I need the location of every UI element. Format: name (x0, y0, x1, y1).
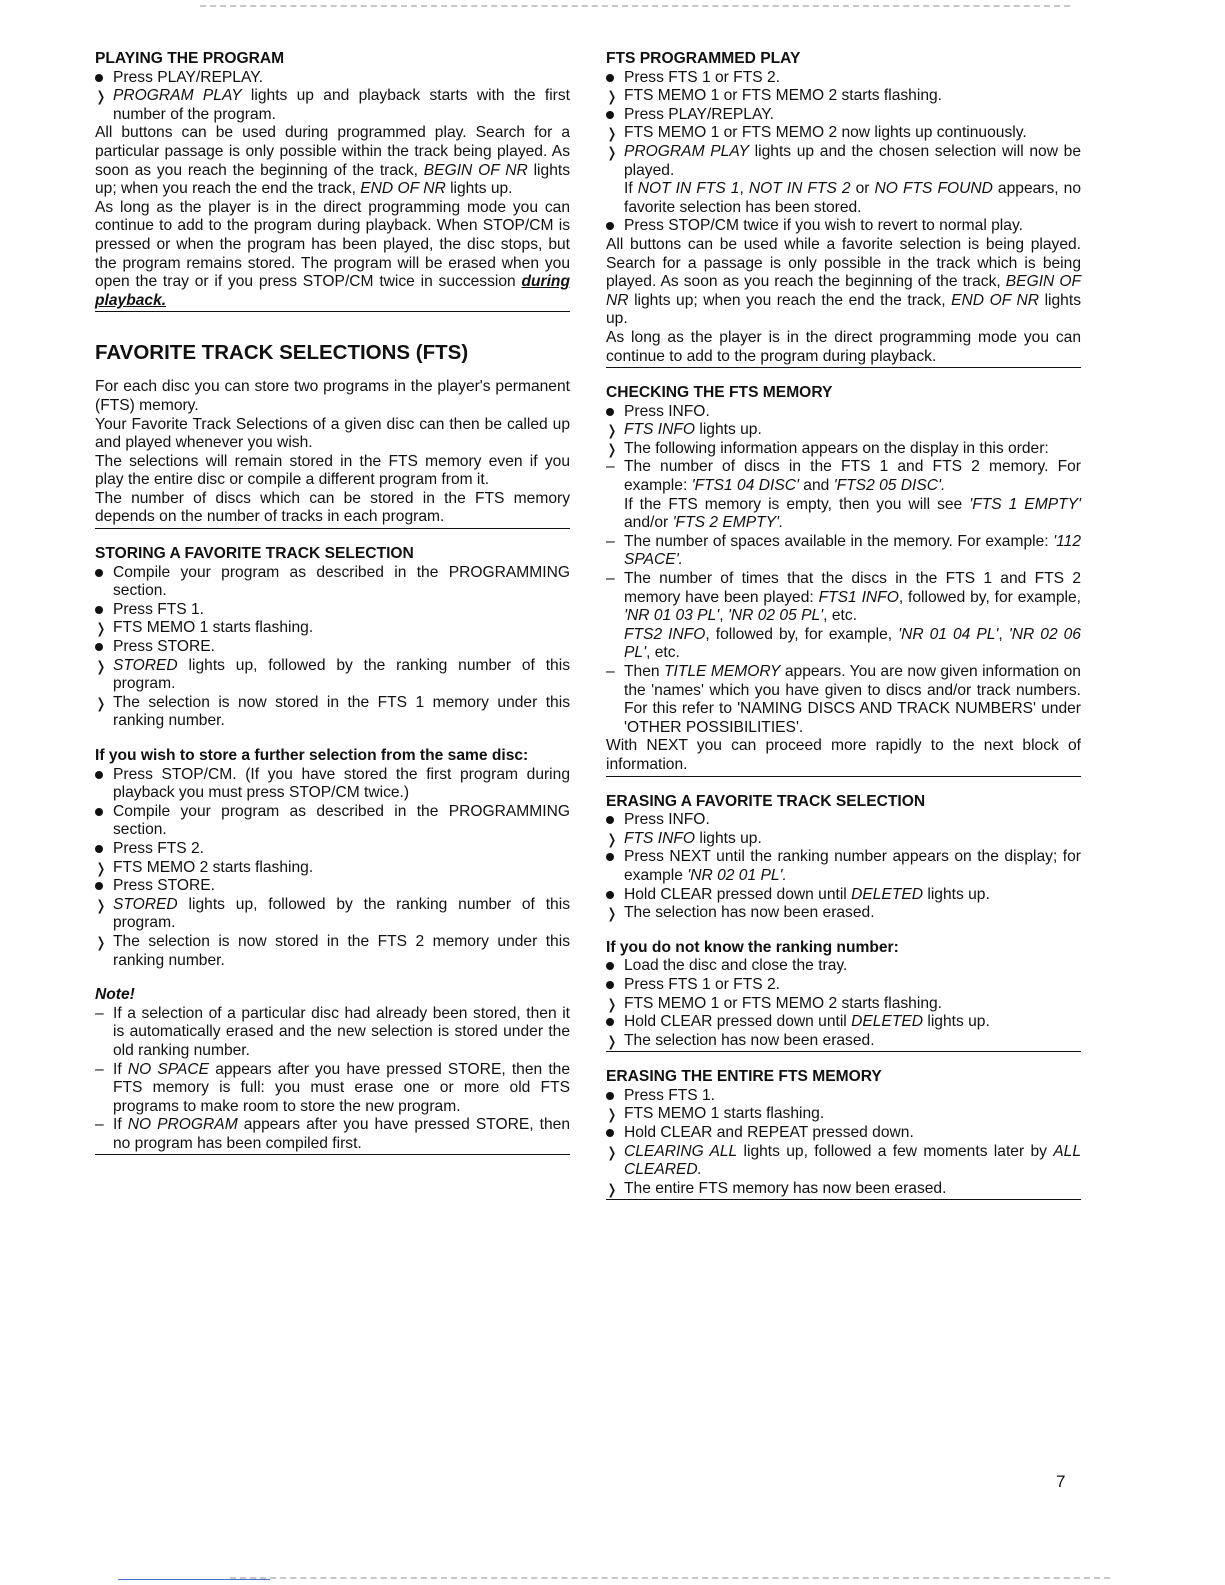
dash-icon: – (95, 1116, 104, 1134)
left-column (95, 50, 570, 1155)
note-title: Note! (95, 986, 135, 1004)
step-result: ❭ FTS MEMO 1 starts flashing. (95, 619, 314, 637)
step-result: ❭ The entire FTS memory has now been erased. (606, 1179, 947, 1197)
step-bullet: Press NEXT until the ranking number appears on the display; for example 'NR 02 01 PL'. (606, 848, 1081, 885)
result-arrow-icon: ❭ (606, 1106, 618, 1123)
bullet-icon (606, 69, 614, 88)
bullet-icon (606, 1013, 614, 1032)
section-playing-program (95, 50, 570, 312)
bullet-icon (95, 564, 103, 583)
bullet-icon (606, 886, 614, 905)
step-result: ❭ STORED lights up, followed by the ranking number of this program. (95, 895, 570, 932)
dash-icon: – (606, 570, 615, 588)
step-result: ❭ FTS INFO lights up. (606, 421, 762, 439)
step-bullet: Load the disc and close the tray. (606, 957, 1081, 976)
paragraph: With NEXT you can proceed more rapidly to the next block of information. (606, 737, 1081, 773)
result-arrow-icon: ❭ (606, 143, 618, 160)
info-item: – Then TITLE MEMORY appears. You are now given information on the 'names' which you have given to discs and/or track numbers. For this refer to 'NAMING DISCS AND TRACK NUMBERS' under 'OTHER POSSIBILITIES'. (606, 663, 1081, 736)
info-item: – The number of spaces available in the memory. For example: '112 SPACE'. (606, 532, 1081, 569)
section-fts-intro (95, 378, 570, 529)
dash-icon: – (95, 1004, 104, 1022)
section-title: PLAYING THE PROGRAM (95, 50, 285, 67)
step-bullet: Press FTS 1 or FTS 2. (606, 976, 1081, 995)
step-bullet: Compile your program as described in the PROGRAMMING section. (95, 803, 570, 840)
step-bullet: Press INFO. (606, 403, 1081, 422)
paragraph: All buttons can be used while a favorite selection is being played. Search for a passage is only possible in the track which is being played. As soon as you reach the beginning of the track, BEGIN OF NR lights up; when you reach the end the track, END OF NR lights up. (606, 235, 1081, 328)
bullet-icon (606, 403, 614, 422)
bullet-icon (606, 957, 614, 976)
step-result: ❭ The selection has now been erased. (606, 904, 875, 922)
step-result: ❭ The selection is now stored in the FTS 2 memory under this ranking number. (95, 932, 570, 969)
right-column (606, 50, 1081, 1200)
step-result: ❭ FTS MEMO 1 or FTS MEMO 2 starts flashing. (606, 87, 942, 105)
paragraph: The selections will remain stored in the FTS memory even if you play the entire disc or compile a different program from it. (95, 452, 570, 489)
step-result: ❭ The selection is now stored in the FTS 1 memory under this ranking number. (95, 693, 570, 730)
bullet-icon (95, 803, 103, 822)
step-bullet: Press STOP/CM twice if you wish to revert to normal play. (606, 217, 1081, 236)
result-arrow-icon: ❭ (606, 1180, 618, 1197)
section-title: FTS PROGRAMMED PLAY (606, 50, 801, 67)
step-result: ❭ The selection has now been erased. (606, 1031, 875, 1049)
result-arrow-icon: ❭ (95, 859, 107, 876)
result-arrow-icon: ❭ (95, 896, 107, 913)
info-item: – The number of discs in the FTS 1 and FTS 2 memory. For example: 'FTS1 04 DISC' and 'FTS2 05 DISC'. If the FTS memory is empty, then you will see 'FTS 1 EMPTY' and/or 'FTS 2 EMPTY'. (606, 458, 1081, 532)
paragraph: Your Favorite Track Selections of a given disc can then be called up and played whenever you wish. (95, 415, 570, 452)
step-bullet: Hold CLEAR pressed down until DELETED lights up. (606, 1013, 1081, 1032)
section-further-selection (95, 747, 570, 970)
result-arrow-icon: ❭ (606, 1143, 618, 1160)
result-arrow-icon: ❭ (606, 125, 618, 142)
dash-icon: – (606, 532, 615, 550)
bullet-icon (606, 811, 614, 830)
step-bullet: Press PLAY/REPLAY. (606, 106, 1081, 125)
dash-icon: – (606, 458, 615, 476)
section-title: CHECKING THE FTS MEMORY (606, 384, 833, 402)
step-result: ❭ FTS MEMO 1 starts flashing. (606, 1105, 825, 1123)
step-bullet: Press FTS 1. (606, 1087, 1081, 1106)
step-result: ❭ CLEARING ALL lights up, followed a few moments later by ALL CLEARED. (606, 1142, 1081, 1179)
section-erasing-entire (606, 1068, 1081, 1200)
page-number: 7 (1056, 1472, 1066, 1491)
step-bullet: Press FTS 2. (95, 840, 570, 859)
step-bullet: Press STORE. (95, 638, 570, 657)
result-arrow-icon: ❭ (95, 933, 107, 950)
result-arrow-icon: ❭ (606, 88, 618, 105)
step-result: ❭ FTS INFO lights up. (606, 829, 762, 847)
step-result: ❭ PROGRAM PLAY lights up and playback starts with the first number of the program. (95, 87, 571, 123)
section-storing (95, 545, 570, 731)
bullet-icon (95, 601, 103, 620)
result-arrow-icon: ❭ (606, 830, 618, 847)
result-arrow-icon: ❭ (606, 440, 618, 457)
result-arrow-icon: ❭ (606, 995, 618, 1012)
step-bullet: Press STORE. (95, 877, 570, 896)
bullet-icon (606, 106, 614, 125)
step-bullet: Hold CLEAR pressed down until DELETED lights up. (606, 886, 1081, 905)
section-fts-programmed-play (606, 50, 1081, 368)
section-erasing-selection (606, 793, 1081, 923)
paragraph: The number of discs which can be stored in the FTS memory depends on the number of tracks in each program. (95, 489, 570, 526)
step-result: ❭ STORED lights up, followed by the ranking number of this program. (95, 656, 570, 693)
scan-artifact-top (200, 5, 1070, 7)
bullet-icon (606, 848, 614, 867)
result-arrow-icon: ❭ (606, 422, 618, 439)
section-note (95, 986, 570, 1155)
paragraph: For each disc you can store two programs in the player's permanent (FTS) memory. (95, 378, 570, 414)
note-item: – If a selection of a particular disc had already been stored, then it is automatically erased and the new selection is stored under the old ranking number. (95, 1004, 570, 1059)
step-result: ❭ FTS MEMO 1 or FTS MEMO 2 now lights up continuously. (606, 124, 1027, 142)
paragraph: As long as the player is in the direct programming mode you can continue to add to the program during playback. When STOP/CM is pressed or when the program has been played, the disc stops, but the program remains stored. The program will be erased when you open the tray or if you press STOP/CM twice in succession during playback. (95, 198, 570, 309)
result-arrow-icon: ❭ (606, 1032, 618, 1049)
section-unknown-ranking (606, 939, 1081, 1053)
step-result: ❭ FTS MEMO 2 starts flashing. (95, 858, 314, 876)
bullet-icon (606, 976, 614, 995)
step-result: ❭ The following information appears on the display in this order: (606, 439, 1049, 457)
section-title: If you wish to store a further selection from the same disc: (95, 747, 529, 764)
bullet-icon (606, 217, 614, 236)
result-arrow-icon: ❭ (95, 620, 107, 637)
bullet-icon (95, 877, 103, 896)
section-title: ERASING A FAVORITE TRACK SELECTION (606, 792, 926, 810)
step-bullet: Compile your program as described in the PROGRAMMING section. (95, 564, 570, 601)
section-title: STORING A FAVORITE TRACK SELECTION (95, 545, 414, 563)
result-arrow-icon: ❭ (606, 905, 618, 922)
note-item: – If NO PROGRAM appears after you have pressed STORE, then no program has been compiled first. (95, 1116, 571, 1152)
step-bullet: Press FTS 1. (95, 601, 570, 620)
bullet-icon (606, 1124, 614, 1143)
bullet-icon (95, 766, 103, 785)
result-arrow-icon: ❭ (95, 694, 107, 711)
dash-icon: – (95, 1060, 104, 1078)
step-bullet: Press INFO. (606, 811, 1081, 830)
step-bullet: Press PLAY/REPLAY. (95, 69, 570, 88)
step-result: ❭ PROGRAM PLAY lights up and the chosen selection will now be played. If NOT IN FTS 1, NOT IN FTS 2 or NO FTS FOUND appears, no favorite selection has been stored. (606, 142, 1082, 216)
chapter-title: FAVORITE TRACK SELECTIONS (FTS) (95, 341, 469, 365)
bullet-icon (95, 69, 103, 88)
bullet-icon (606, 1087, 614, 1106)
step-bullet: Press FTS 1 or FTS 2. (606, 69, 1081, 88)
paragraph: All buttons can be used during programmed play. Search for a particular passage is only possible within the track being played. As soon as you reach the beginning of the track, BEGIN OF NR lights up; when you reach the end the track, END OF NR lights up. (95, 124, 571, 198)
result-arrow-icon: ❭ (95, 657, 107, 674)
section-checking-fts (606, 384, 1081, 776)
note-item: – If NO SPACE appears after you have pressed STORE, then the FTS memory is full: you must erase one or more old FTS programs to make room to store the new program. (95, 1060, 570, 1115)
result-arrow-icon: ❭ (95, 88, 107, 105)
info-item: – The number of times that the discs in the FTS 1 and FTS 2 memory have been played: FTS1 INFO, followed by, for example, 'NR 01 03 PL', 'NR 02 05 PL', etc. FTS2 INFO, followed by, for example, 'NR 01 04 PL', 'NR 02 06 PL', etc. (606, 570, 1081, 662)
section-title: ERASING THE ENTIRE FTS MEMORY (606, 1068, 882, 1086)
bullet-icon (95, 840, 103, 859)
dash-icon: – (606, 663, 615, 680)
scan-artifact-bottom (230, 1577, 1110, 1579)
step-result: ❭ FTS MEMO 1 or FTS MEMO 2 starts flashing. (606, 994, 942, 1012)
scan-artifact-blue-line (118, 1579, 270, 1580)
bullet-icon (95, 638, 103, 657)
step-bullet: Press STOP/CM. (If you have stored the first program during playback you must press STOP/CM twice.) (95, 766, 570, 803)
step-bullet: Hold CLEAR and REPEAT pressed down. (606, 1124, 1081, 1143)
paragraph: As long as the player is in the direct programming mode you can continue to add to the program during playback. (606, 328, 1081, 365)
section-title: If you do not know the ranking number: (606, 938, 899, 956)
